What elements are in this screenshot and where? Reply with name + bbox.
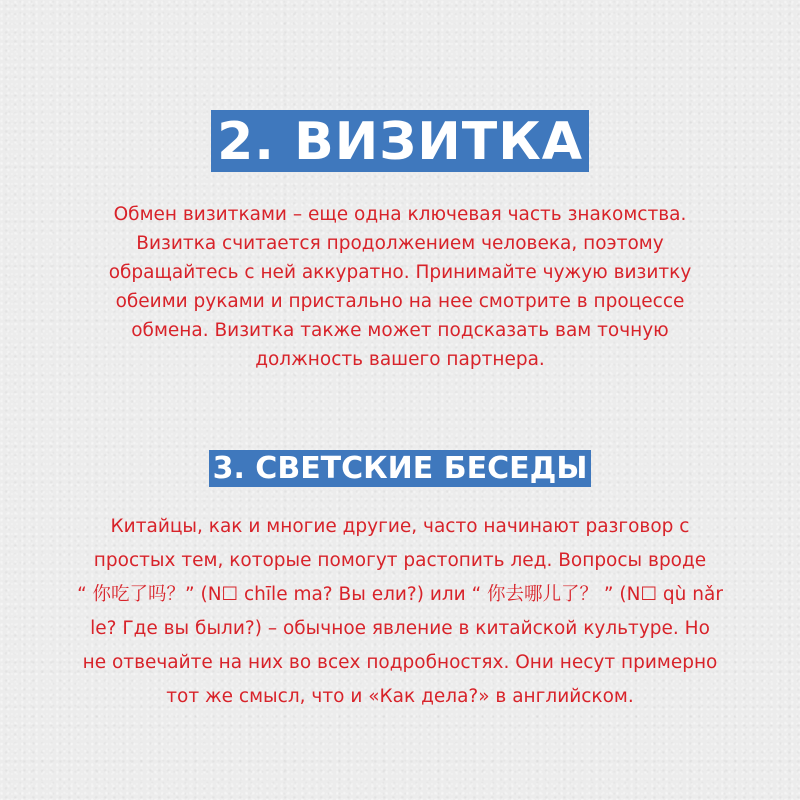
paragraph-line: обращайтесь с ней аккуратно. Принимайте чужую визитку — [108, 262, 692, 283]
section-title-business-card: 2. ВИЗИТКА — [211, 110, 589, 172]
paragraph-line: обмена. Визитка также может подсказать вам точную — [131, 320, 669, 341]
section-heading-small-talk — [0, 450, 800, 487]
section-title-small-talk: 3. СВЕТСКИЕ БЕСЕДЫ — [209, 450, 592, 487]
paragraph-line: должность вашего партнера. — [255, 349, 545, 370]
paragraph-line: простых тем, которые помогут растопить лед. Вопросы вроде — [93, 550, 707, 571]
paragraph-line: Китайцы, как и многие другие, часто начинают разговор с — [110, 516, 690, 537]
paragraph-line: тот же смысл, что и «Как дела?» в английском. — [166, 686, 634, 707]
paragraph-line: “ 你吃了吗？” (N☐ chīle ma? Вы ели?) или “ 你去哪儿了？ ” (N☐ qù nǎr — [77, 584, 723, 605]
paragraph-line: le? Где вы были?) – обычное явление в китайской культуре. Но — [90, 618, 710, 639]
small-talk-paragraph — [10, 510, 790, 714]
business-card-paragraph — [40, 200, 760, 374]
paragraph-line: не отвечайте на них во всех подробностях. Они несут примерно — [82, 652, 718, 673]
paragraph-line: Визитка считается продолжением человека, поэтому — [136, 233, 664, 254]
paragraph-line: обеими руками и пристально на нее смотрите в процессе — [115, 291, 685, 312]
section-heading-business-card — [0, 110, 800, 172]
paragraph-line: Обмен визитками – еще одна ключевая часть знакомства. — [113, 204, 687, 225]
